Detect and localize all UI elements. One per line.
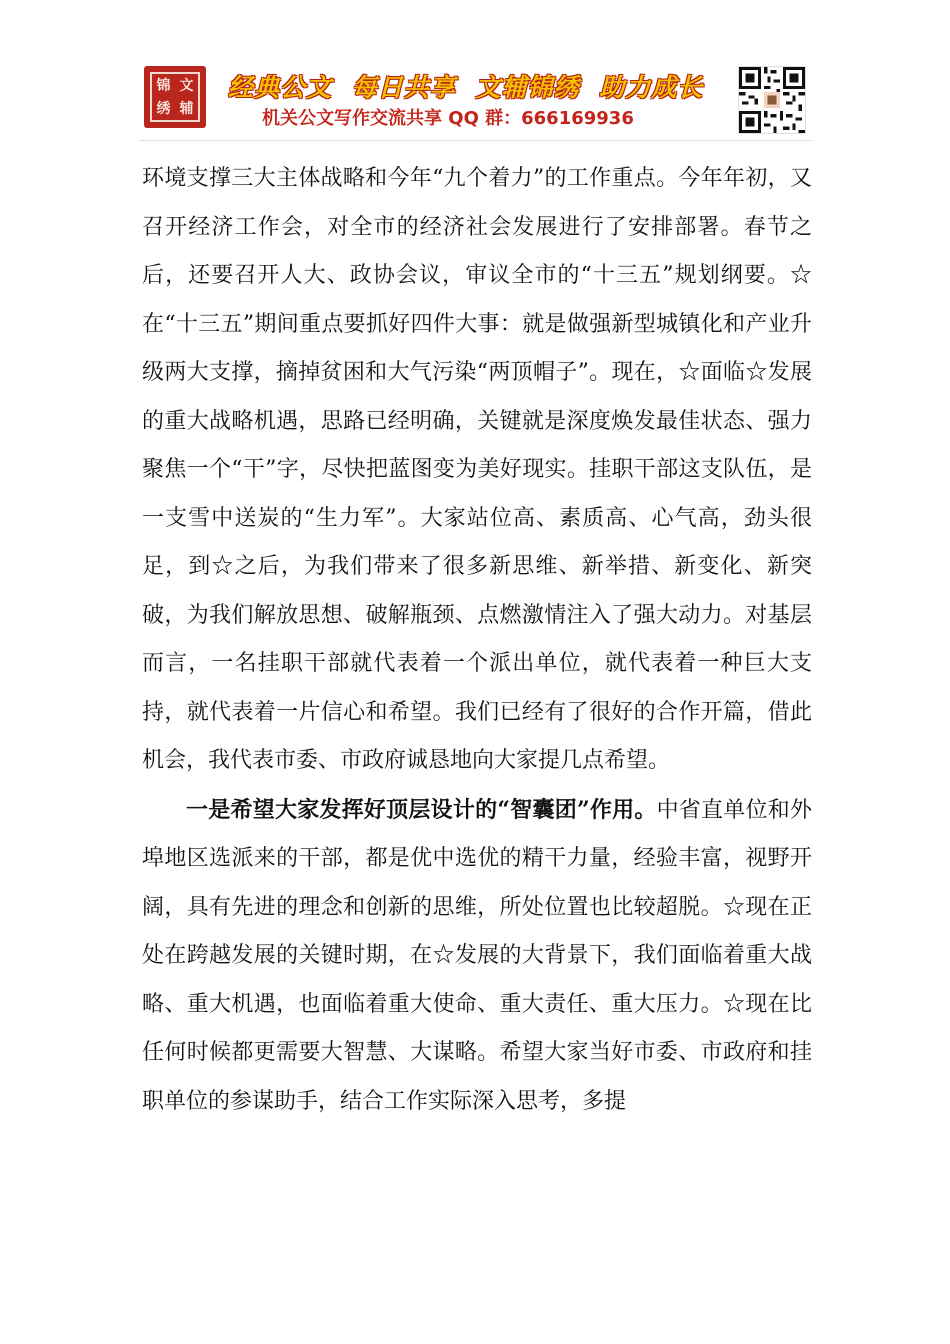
slogan-item: 经典公文	[228, 73, 333, 102]
slogan-item: 每日共享	[351, 73, 456, 102]
seal-char: 文	[179, 77, 194, 94]
paragraph	[142, 786, 812, 1127]
logo-seal	[144, 66, 206, 128]
seal-char: 绣	[156, 100, 171, 117]
slogan-item: 文辅锦绣	[475, 73, 580, 102]
slogan-item: 助力成长	[599, 73, 704, 102]
logo-seal-frame	[150, 72, 200, 122]
header-slogan	[228, 68, 713, 104]
header-qq-group: 机关公文写作交流共享 QQ 群：666169936	[262, 108, 634, 129]
paragraph-heading: 一是希望大家发挥好顶层设计的“智囊团”作用。	[186, 796, 657, 823]
paragraph: 环境支撑三大主体战略和今年“九个着力”的工作重点。今年年初，又召开经济工作会，对全市的经济社会发展进行了安排部署。春节之后，还要召开人大、政协会议，审议全市的“十三五”规划纲要。☆在“十三五”期间重点要抓好四件大事：就是做强新型城镇化和产业升级两大支撑，摘掉贫困和大气污染“两顶帽子”。现在，☆面临☆发展的重大战略机遇，思路已经明确，关键就是深度焕发最佳状态、强力聚焦一个“干”字，尽快把蓝图变为美好现实。挂职干部这支队伍，是一支雪中送炭的“生力军”。大家站位高、素质高、心气高，劲头很足，到☆之后，为我们带来了很多新思维、新举措、新变化、新突破，为我们解放思想、破解瓶颈、点燃激情注入了强大动力。对基层而言，一名挂职干部就代表着一个派出单位，就代表着一种巨大支持，就代表着一片信心和希望。我们已经有了很好的合作开篇，借此机会，我代表市委、市政府诚恳地向大家提几点希望。	[142, 166, 812, 773]
qr-code-icon	[738, 66, 806, 134]
paragraph-text: 中省直单位和外埠地区选派来的干部，都是优中选优的精干力量，经验丰富，视野开阔，具有先进的理念和创新的思维，所处位置也比较超脱。☆现在正处在跨越发展的关键时期，在☆发展的大背景下，我们面临着重大战略、重大机遇，也面临着重大使命、重大责任、重大压力。☆现在比任何时候都更需要大智慧、大谋略。希望大家当好市委、市政府和挂职单位的参谋助手，结合工作实际深入思考，多提	[142, 797, 812, 1114]
seal-char: 辅	[179, 100, 194, 117]
page-header	[140, 62, 812, 136]
seal-char: 锦	[156, 77, 171, 94]
header-divider	[140, 140, 812, 141]
document-body	[142, 155, 812, 1126]
